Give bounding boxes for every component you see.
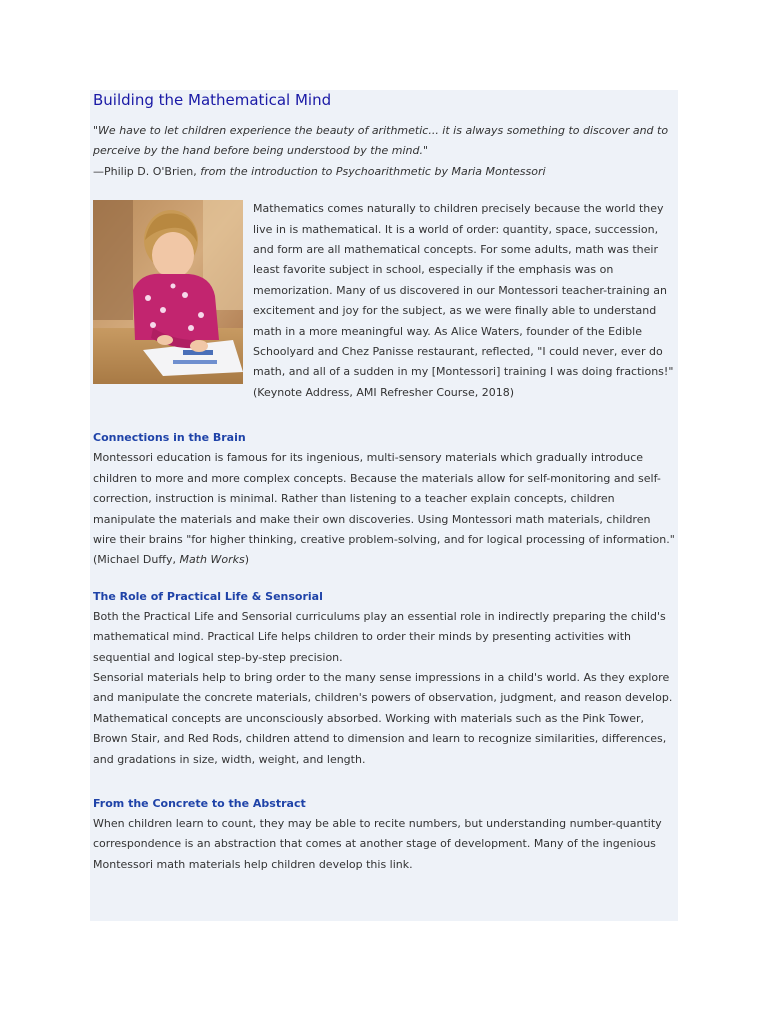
section-heading-concrete-abstract: From the Concrete to the Abstract	[93, 796, 306, 810]
section-heading-practical-life: The Role of Practical Life & Sensorial	[93, 589, 323, 603]
paragraph-text: Montessori education is famous for its ingenious, multi-sensory materials which gradually introduce children to more and more complex concepts. Because the materials allow for self-monitoring and self-correction, instruction is minimal. Rather than listening to a teacher explain concepts, children manipulate the materials and make their own discoveries. Using Montessori math materials, children wire their brains "for higher thinking, creative problem-solving, and for logical processing of information." (Michael Duffy,	[93, 451, 675, 567]
section-paragraph: Both the Practical Life and Sensorial curriculums play an essential role in indirectly preparing the child's mathematical mind. Practical Life helps children to order their minds by presenting activities with sequential and logical step-by-step precision.	[93, 609, 666, 664]
section-paragraph: When children learn to count, they may be able to recite numbers, but understanding number-quantity correspondence is an abstraction that comes at another stage of development. Many of the ingenious Montessori math materials help children develop this link.	[93, 816, 662, 871]
photo-girl-working-math-materials-image	[93, 200, 243, 384]
attribution-name: —Philip D. O'Brien,	[93, 164, 201, 178]
intro-paragraph: Mathematics comes naturally to children precisely because the world they live in is mathematical. It is a world of order: quantity, space, succession, and form are all mathematical concepts. For some adults, math was their least favorite subject in school, especially if the emphasis was on memorization. Many of us discovered in our Montessori teacher-training an excitement and joy for the subject, as we were finally able to understand math in a more meaningful way. As Alice Waters, founder of the Edible Schoolyard and Chez Panisse restaurant, reflected, "I could never, ever do math, and all of a sudden in my [Montessori] training I was doing fractions!" (Keynote Address, AMI Refresher Course, 2018)	[253, 202, 674, 399]
paragraph-close: )	[244, 553, 249, 567]
section-heading-connections: Connections in the Brain	[93, 431, 246, 445]
intro-block	[93, 199, 675, 403]
section-paragraph	[93, 448, 675, 570]
section-paragraph: Sensorial materials help to bring order to the many sense impressions in a child's world. As they explore and manipulate the concrete materials, children's powers of observation, judgment, and reason develop. Mathematical concepts are unconsciously absorbed. Working with materials such as the Pink Tower, Brown Stair, and Red Rods, children attend to dimension and learn to recognize similarities, differences, and gradations in size, width, weight, and length.	[93, 670, 673, 766]
epigraph-attribution	[93, 162, 675, 182]
book-title-math-works: Math Works	[179, 553, 245, 567]
attribution-source: from the introduction to Psychoarithmetic by Maria Montessori	[200, 164, 546, 178]
article-title: Building the Mathematical Mind	[93, 91, 332, 109]
epigraph-quote: "We have to let children experience the beauty of arithmetic... it is always something to discover and to perceive by the hand before being understood by the mind."	[93, 124, 669, 158]
article	[93, 89, 675, 875]
